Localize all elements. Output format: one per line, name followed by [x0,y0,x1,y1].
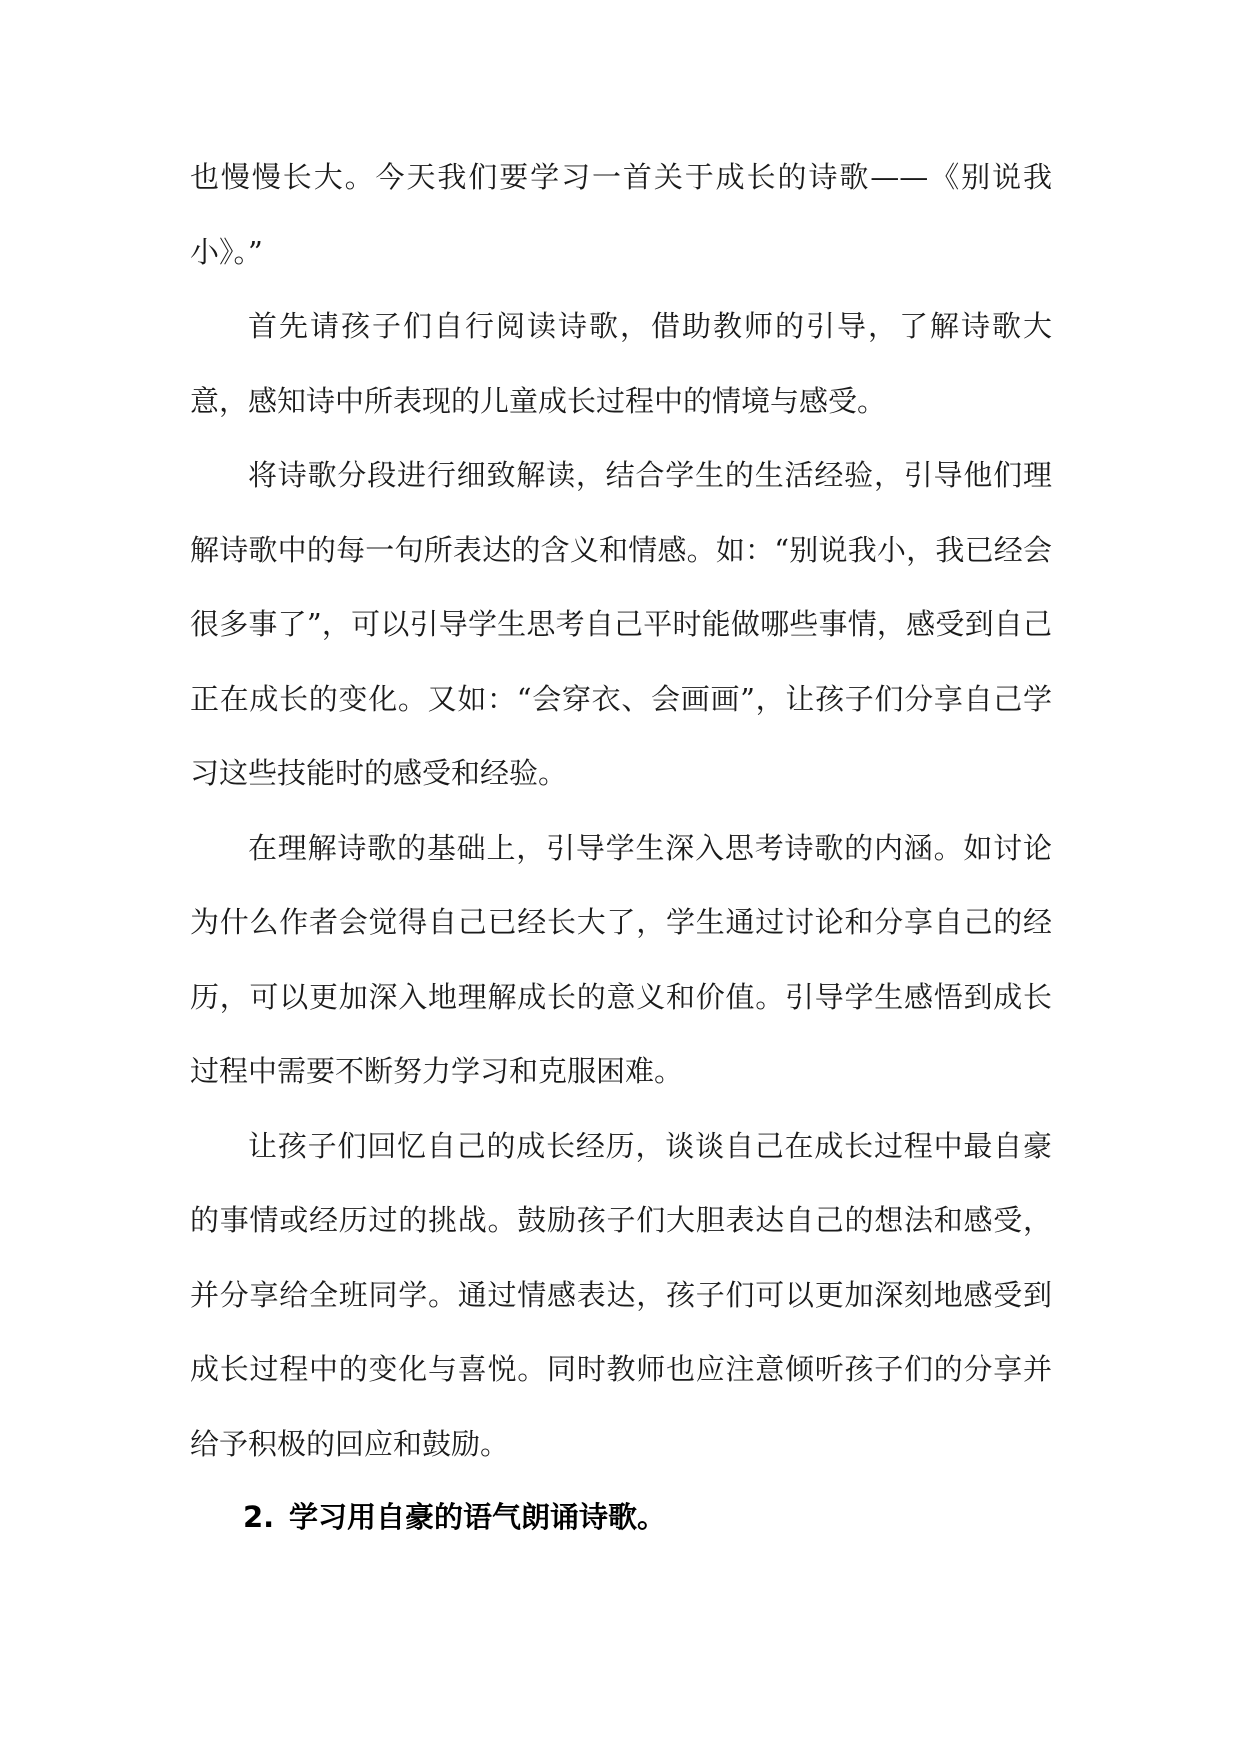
section-title: 学习用自豪的语气朗诵诗歌。 [289,1500,667,1534]
paragraph: 将诗歌分段进行细致解读，结合学生的生活经验，引导他们理解诗歌中的每一句所表达的含义和情感。如：“别说我小，我已经会很多事了”，可以引导学生思考自己平时能做哪些事情，感受到自己正在成长的变化。又如：“会穿衣、会画画”，让孩子们分享自己学习这些技能时的感受和经验。 [190,458,1052,790]
paragraph-continuation: 也慢慢长大。今天我们要学习一首关于成长的诗歌——《别说我小》。” [190,160,1052,269]
paragraph: 让孩子们回忆自己的成长经历，谈谈自己在成长过程中最自豪的事情或经历过的挑战。鼓励孩子们大胆表达自己的想法和感受，并分享给全班同学。通过情感表达，孩子们可以更加深刻地感受到成长过程中的变化与喜悦。同时教师也应注意倾听孩子们的分享并给予积极的回应和鼓励。 [190,1128,1052,1461]
section-heading [243,1497,666,1537]
body-text [190,140,1052,1481]
paragraph: 在理解诗歌的基础上，引导学生深入思考诗歌的内涵。如讨论为什么作者会觉得自己已经长大了，学生通过讨论和分享自己的经历，可以更加深入地理解成长的意义和价值。引导学生感悟到成长过程中需要不断努力学习和克服困难。 [190,830,1052,1088]
paragraph: 首先请孩子们自行阅读诗歌，借助教师的引导，了解诗歌大意，感知诗中所表现的儿童成长过程中的情境与感受。 [190,309,1052,418]
section-number: 2. [243,1500,275,1534]
